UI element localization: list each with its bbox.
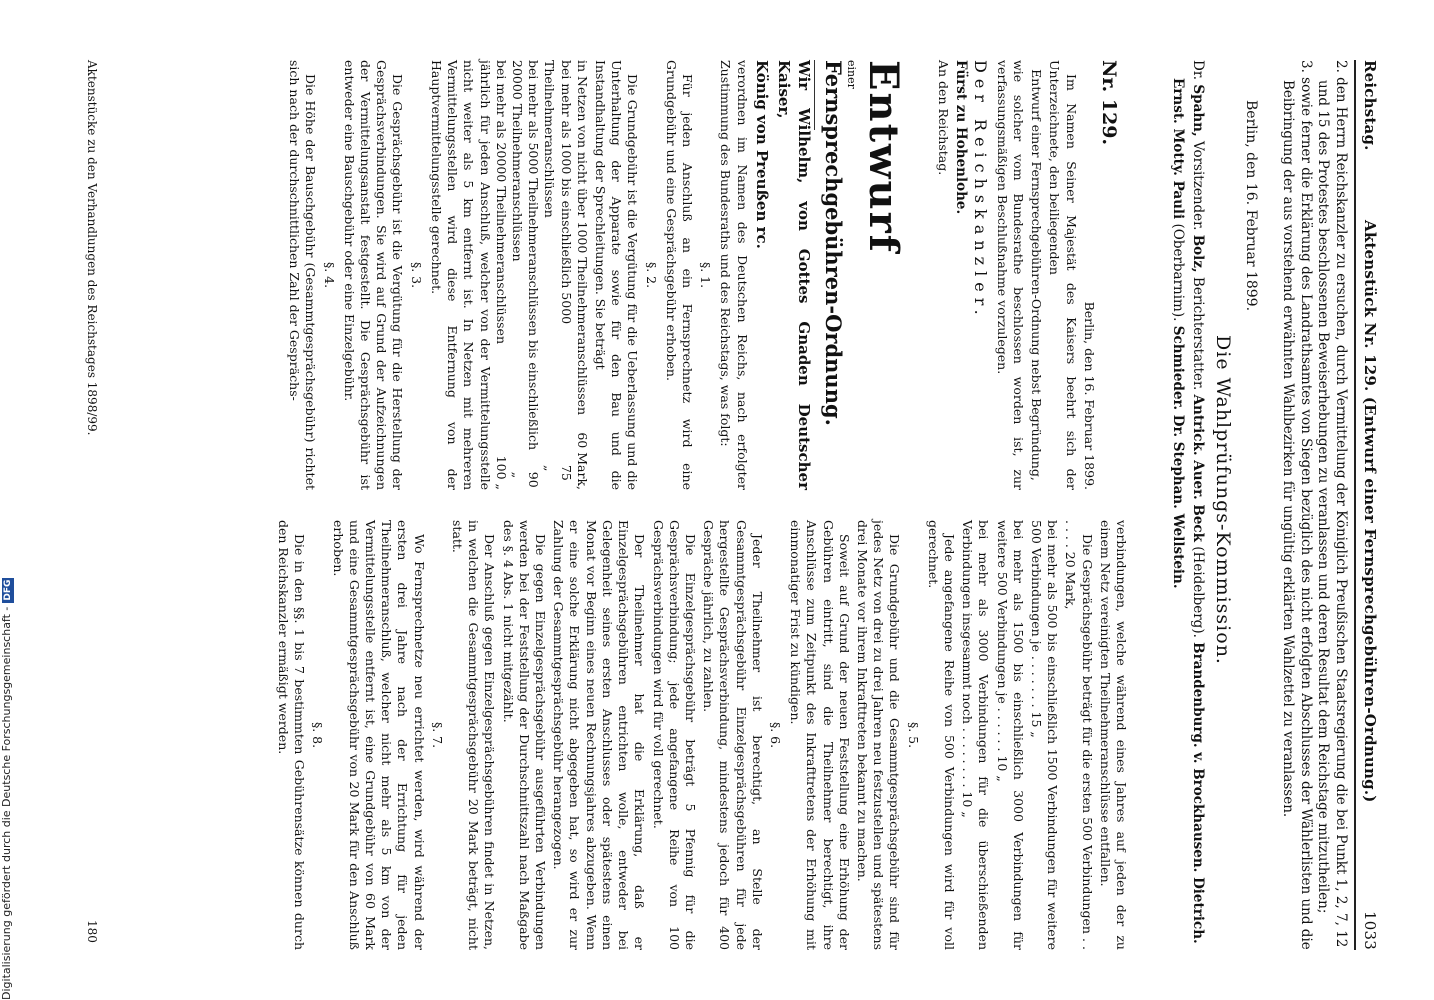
header-title: Aktenstück Nr. 129. (Entwurf einer Fernsprechgebühren-Ordnung.) [1361,220,1379,803]
members-ober: (Oberbarnim). [1170,219,1186,326]
commission-members [1168,60,1208,968]
enacting-formula-1: Wir Wilhelm, von Gottes Gnaden Deutscher Kaiser, [774,60,813,490]
section-7-heading: §. 7. [429,721,445,749]
fee-amount: 90 „ [509,471,542,488]
section-4-text: Die Höhe der Bauschgebühr (Gesammtgesprächsgebühr) richtet sich nach der durchschnittlichen Zahl der Gesprächs- [287,60,319,490]
section-8-text: Die in den §§. 1 bis 7 bestimmten Gebührensätze können durch den Reichskanzler ermäßigt werden. [276,520,308,950]
right-column [273,520,1129,950]
dfg-credit-text: Digitalisierung gefördert durch die Deutsche Forschungsgemeinschaft - [0,606,13,1000]
dfg-credit [0,578,14,1000]
members-bericht: Berichterstatter. [1190,272,1206,395]
header-rule [1354,60,1356,950]
dateline: Berlin, den 16. Februar 1899. [1243,100,1259,312]
members-lead: Dr. [1190,60,1206,85]
signature-name: Fürst zu Hohenlohe. [953,60,970,215]
continuation-item-3: 3. sowie ferner die Erklärung des Landrathsamtes von Siegen bezüglich des nicht erfolgten Abschlusses der Wählerlisten und die Beibringung der aus vorstehend erwähnten Wahlbezirken für ungültig erklärten Wahlzettel zu veranlassen. [1280,60,1314,950]
fee-label: bei mehr als 20000 Theilnehmeranschlüssen [493,60,509,344]
fee-label: bei mehr als 5000 Theilnehmeranschlüssen bis einschließlich 20000 Theilnehmeranschlüssen [509,60,542,451]
section-5-heading: §. 5. [905,721,921,749]
draft-einer: einer [844,60,858,89]
section-5-text: Die Grundgebühr und die Gesammtgesprächsgebühr sind für jedes Netz von drei zu drei Jahren neu festzustellen und spätestens drei Monate vor ihrem Inkrafttreten bekannt zu machen. [854,520,903,950]
right-para-3: bei mehr als 500 bis einschließlich 1500 Verbindungen für weitere 500 Verbindungen je . . . . . . . 15 „ [1028,520,1061,950]
document-date: Berlin, den 16. Februar 1899. [1081,301,1097,490]
section-5-text-2: Soweit auf Grund der neuen Feststellung eine Erhöhung der Gebühren eintritt, sind die Theilnehmer berechtigt, ihre Anschlüsse zum Zeitpunkt des Inkrafttretens der Erhöhung mit einmonatiger Frist zu kündigen. [788,520,852,950]
intro-closing: wie solcher vom Bundesrathe beschlossen worden ist, zur verfassungsmäßigen Beschlußnahme vorzulegen. [994,60,1026,490]
section-3-heading: §. 3. [408,261,424,289]
members-heid: (Heidelberg). [1190,542,1206,643]
fee-row [574,60,590,490]
continuation-text [1279,60,1349,950]
header-left: Reichstag. [1361,60,1379,151]
section-7-text: Wo Fernsprechnetze neu errichtet werden, wird während der ersten drei Jahre nach der Errichtung für jeden Theilnehmeranschluß, welcher nicht mehr als 5 km von der Vermittelungsstelle entfernt ist, eine Grundgebühr von 60 Mark und eine Gesammtgesprächsgebühr von 20 Mark für den Anschluß erhoben. [330,520,427,950]
section-3-text: Die Gesprächsgebühr ist die Vergütung für die Herstellung der Gesprächsverbindungen. Sie wird auf Grund der Aufzeichnungen der Vermittelungsanstalt festgestellt. Die Gesprächsgebühr ist entweder eine Bauschgebühr oder eine Einzelgebühr. [341,60,406,490]
section-6-text: Jeder Theilnehmer ist berechtigt, an Stelle der Gesammtgesprächsgebühr Einzelgesprächsgebühren für jede hergestellte Gesprächsverbindung, mindestens jedoch für 400 Gespräche jährlich, zu zahlen. [701,520,765,950]
left-column [284,60,1129,490]
right-para-4: bei mehr als 1500 bis einschließlich 3000 Verbindungen für weitere 500 Verbindungen je . . . . . . 10 „ [994,520,1026,950]
document-number: Nr. 129. [1098,60,1120,146]
members-vors: Vorsitzender. [1190,136,1206,235]
fee-label: in Netzen von nicht über 1000 Theilnehmeranschlüssen [574,60,590,416]
fee-row [493,60,509,490]
dfg-logo-icon: DFG [3,579,13,601]
fee-amount: 75 „ [542,464,574,481]
header-page-number: 1033 [1361,911,1379,950]
fee-label: bei mehr als 1000 bis einschließlich 5000 Theilnehmeranschlüssen [542,60,574,325]
draft-heading: Entwurf [859,60,907,254]
enacting-text: verordnen im Namen des Deutschen Reichs, nach erfolgter Zustimmung des Bundesraths und des Reichstags, was folgt: [718,60,750,490]
members-group-2: Brandenburg. v. Brockhausen. Dietrich. Ernst. Motty. Pauli [1170,78,1206,944]
members-group-3: Schmieder. Dr. Stephan. Wellstein. [1170,325,1186,589]
section-6-text-4: Die gegen Einzelgesprächsgebühr ausgeführten Verbindungen werden bei der Feststellung der Durchschnittszahl nach Maßgabe des §. 4 Abs. 1 nicht mitgezählt. [500,520,549,950]
right-para-2: Die Gesprächsgebühr beträgt für die ersten 500 Verbindungen . . . . . . 20 Mark, [1063,520,1095,950]
member-spahn: Spahn, [1190,84,1206,137]
right-para-1: verbindungen, welche während eines Jahres auf jeden der zu einem Netz vereinigten Theilnehmeranschlüsse entfallen. [1097,520,1129,950]
ordinance-title: Fernsprechgebühren-Ordnung. [820,60,846,426]
signature-office: Der Reichskanzler. [970,60,990,321]
section-6-heading: §. 6. [767,721,783,749]
continuation-item-2: 2. den Herrn Reichskanzler zu ersuchen, durch Vermittelung der Königlich Preußischen Staatsregierung die bei Punkt 1, 2, 7, 12 und 15 des Protestes beschlossenen Beweiserhebungen zu veranlassen und deren Resultat dem Reichstage mitzutheilen; [1315,60,1349,948]
section-2-heading: §. 2. [643,261,659,289]
fee-amount: 60 Mark, [574,432,590,490]
member-bolz: Bolz, [1190,234,1206,273]
section-6-text-3: Der Theilnehmer hat die Erklärung, daß er Einzelgesprächsgebühren entrichten wolle, entweder bei Gelegenheit seines ersten Anschlusses oder spätestens einen Monat vor Beginn eines neuen Rechnungsjahres abzugeben. Wenn er eine solche Erklärung nicht abgegeben hat, so wird er zur Zahlung der Gesammtgesprächsgebühr herangezogen. [551,520,648,950]
section-8-heading: §. 8. [310,721,326,749]
commission-title: Die Wahlprüfungs-Kommission. [1212,335,1234,665]
right-para-5: bei mehr als 3000 Verbindungen für die überschießenden Verbindungen insgesammt noch . . . . . . . . 10 „ [960,520,992,950]
section-2-text: Die Grundgebühr ist die Vergütung für die Ueberlassung und die Unterhaltung der Apparate sowie für den Bau und die Instandhaltung der Sprechleitungen. Sie beträgt [592,60,641,490]
members-group-1: Antrick. Auer. Beck [1190,394,1206,542]
section-2-text-2: jährlich für jeden Anschluß, welcher von der Vermittelungsstelle nicht weiter als 5 km entfernt ist. In Netzen mit mehreren Vermittelungsstellen wird diese Entfernung von der Hauptvermittelungsstelle gerechnet. [428,60,493,490]
addressee: An den Reichstag. [936,60,952,176]
enacting-formula-2: König von Preußen rc. [752,60,771,249]
fee-row [541,60,573,490]
right-para-6: Jede angefangene Reihe von 500 Verbindungen wird für voll gerechnet. [925,520,957,950]
section-1-text: Für jeden Anschluß an ein Fernsprechnetz wird eine Grundgebühr und eine Gesprächsgebühr erhoben. [663,60,695,490]
section-1-heading: §. 1. [698,261,714,289]
fee-row [509,60,541,490]
intro-title: Entwurf einer Fernsprechgebühren-Ordnung nebst Begründung, [1029,69,1045,481]
intro-text: Im Namen Seiner Majestät des Kaisers beehrt sich der Unterzeichnete, den beiliegenden [1047,60,1079,490]
section-6-text-5: Der Anschluß gegen Einzelgesprächsgebühren findet in Netzen, in welchen die Gesammtgesprächsgebühr 20 Mark beträgt, nicht statt. [450,520,498,950]
section-6-text-2: Die Einzelgesprächsgebühr beträgt 5 Pfennig für die Gesprächsverbindung; jede angefangene Reihe von 100 Gesprächsverbindungen wird für voll gerechnet. [650,520,698,950]
section-4-heading: §. 4. [321,261,337,289]
footer-source: Aktenstücke zu den Verhandlungen des Reichstages 1898/99. [85,60,99,436]
title-rule [814,60,815,130]
footer-page-number: 180 [85,920,99,943]
fee-amount: 100 „ [493,455,509,490]
